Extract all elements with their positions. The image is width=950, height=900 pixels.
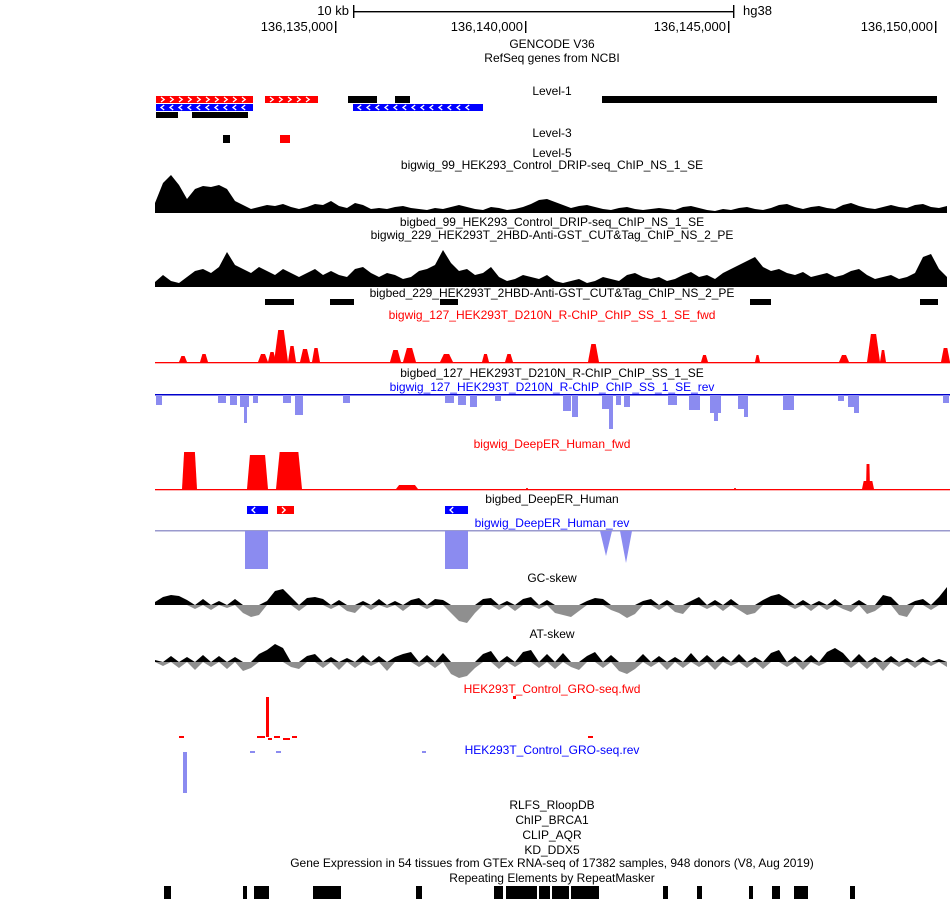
- track-label-rchip-fwd[interactable]: bigwig_127_HEK293T_D210N_R-ChIP_ChIP_SS_1_SE_fwd: [388, 308, 716, 322]
- track-label-deeper-fwd[interactable]: bigwig_DeepER_Human_fwd: [473, 437, 631, 451]
- bed-box[interactable]: [571, 886, 599, 899]
- down-signal-bar[interactable]: [458, 395, 466, 405]
- bed-box[interactable]: [254, 886, 269, 899]
- signal-peak[interactable]: [839, 355, 849, 362]
- track-label-bigwig99[interactable]: bigwig_99_HEK293_Control_DRIP-seq_ChIP_NS_1_SE: [400, 158, 704, 172]
- down-signal-bar[interactable]: [253, 395, 258, 403]
- scale-bar-line: [353, 11, 733, 12]
- down-signal-bar[interactable]: [495, 395, 501, 401]
- down-signal-bar[interactable]: [470, 395, 477, 407]
- down-signal-bar[interactable]: [838, 395, 844, 401]
- track-label-gro-fwd[interactable]: HEK293T_Control_GRO-seq.fwd: [463, 682, 641, 696]
- track-label-deeper-rev[interactable]: bigwig_DeepER_Human_rev: [474, 516, 630, 530]
- track-label-gro-rev[interactable]: HEK293T_Control_GRO-seq.rev: [464, 743, 640, 757]
- bed-box[interactable]: [552, 886, 569, 899]
- down-signal-bar[interactable]: [218, 395, 226, 403]
- track-label-level3[interactable]: Level-3: [532, 126, 572, 140]
- signal-baseline: [155, 362, 950, 363]
- down-signal-bar[interactable]: [445, 395, 454, 403]
- signal-peak[interactable]: [867, 334, 880, 362]
- signal-peak[interactable]: [274, 330, 288, 362]
- down-signal-bar[interactable]: [445, 531, 468, 569]
- bed-box[interactable]: [850, 886, 855, 899]
- gene-item-box[interactable]: [602, 96, 937, 103]
- down-signal-bar[interactable]: [156, 395, 162, 405]
- bed-box[interactable]: [416, 886, 422, 899]
- track-label-clip-aqr[interactable]: CLIP_AQR: [522, 828, 582, 842]
- down-signal-bar[interactable]: [609, 395, 613, 429]
- signal-peak[interactable]: [179, 356, 187, 362]
- down-signal-bar[interactable]: [616, 395, 621, 405]
- signal-peak[interactable]: [880, 350, 886, 362]
- coordinate-label: 136,150,000: [860, 19, 933, 34]
- signal-baseline: [155, 489, 950, 490]
- signal-mark[interactable]: [183, 752, 187, 793]
- bed-box[interactable]: [539, 886, 550, 899]
- signal-peak[interactable]: [247, 455, 268, 489]
- signal-mark[interactable]: [268, 738, 272, 740]
- track-label-rchip-rev[interactable]: bigwig_127_HEK293T_D210N_R-ChIP_ChIP_SS_1_SE_rev: [389, 380, 715, 394]
- gene-item-box[interactable]: [223, 135, 230, 143]
- skew-negative-area[interactable]: [155, 605, 947, 623]
- bed-box[interactable]: [494, 886, 503, 899]
- gene-item-box[interactable]: [156, 112, 178, 118]
- signal-mark[interactable]: [276, 751, 281, 753]
- signal-baseline: [155, 394, 950, 396]
- signal-mark[interactable]: [588, 736, 593, 738]
- bed-box[interactable]: [164, 886, 171, 899]
- track-label-refseq-title[interactable]: RefSeq genes from NCBI: [484, 51, 620, 65]
- track-label-deeper-bed[interactable]: bigbed_DeepER_Human: [485, 492, 619, 506]
- signal-mark[interactable]: [422, 751, 426, 753]
- signal-peak[interactable]: [258, 354, 268, 362]
- down-signal-bar[interactable]: [744, 395, 748, 417]
- signal-peak[interactable]: [526, 488, 528, 489]
- track-label-repeatmasker[interactable]: Repeating Elements by RepeatMasker: [449, 871, 655, 885]
- track-label-level1[interactable]: Level-1: [532, 84, 572, 98]
- signal-peak[interactable]: [505, 354, 513, 362]
- bed-box[interactable]: [920, 299, 938, 305]
- bed-box[interactable]: [330, 299, 354, 305]
- scale-bar-left-tick: [353, 5, 354, 18]
- down-signal-bar[interactable]: [283, 395, 291, 403]
- skew-positive-area[interactable]: [155, 587, 947, 605]
- coordinate-tick: [525, 21, 526, 33]
- down-signal-bar[interactable]: [572, 395, 578, 417]
- signal-peak[interactable]: [300, 349, 310, 362]
- gene-item-box[interactable]: [445, 506, 468, 514]
- signal-peak[interactable]: [390, 350, 401, 362]
- wiggle-area[interactable]: [155, 250, 947, 287]
- down-signal-bar[interactable]: [624, 395, 630, 407]
- signal-peak[interactable]: [182, 452, 197, 489]
- track-label-gc-skew[interactable]: GC-skew: [527, 571, 577, 585]
- bed-box[interactable]: [750, 299, 771, 305]
- gene-item-box[interactable]: [192, 112, 248, 118]
- signal-mark[interactable]: [266, 697, 269, 737]
- assembly-label: hg38: [743, 3, 772, 18]
- signal-peak[interactable]: [276, 452, 302, 489]
- signal-peak[interactable]: [440, 354, 453, 362]
- coordinate-label: 136,145,000: [653, 19, 726, 34]
- track-label-bigwig229[interactable]: bigwig_229_HEK293T_2HBD-Anti-GST_CUT&Tag_ChIP_NS_2_PE: [370, 228, 734, 242]
- track-label-gtex[interactable]: Gene Expression in 54 tissues from GTEx RNA-seq of 17382 samples, 948 donors (V8, Aug 2019): [290, 856, 814, 870]
- signal-peak[interactable]: [941, 348, 950, 362]
- down-signal-bar[interactable]: [783, 395, 794, 410]
- track-label-gencode-title[interactable]: GENCODE V36: [509, 37, 595, 51]
- signal-peak[interactable]: [734, 488, 736, 489]
- bed-box[interactable]: [663, 886, 668, 899]
- coordinate-label: 136,135,000: [260, 19, 333, 34]
- down-signal-spike[interactable]: [600, 531, 612, 556]
- coordinate-tick: [935, 21, 936, 33]
- signal-peak[interactable]: [701, 355, 708, 362]
- bed-box[interactable]: [313, 886, 341, 899]
- signal-peak[interactable]: [866, 464, 870, 489]
- signal-peak[interactable]: [312, 348, 320, 362]
- signal-peak[interactable]: [288, 346, 296, 362]
- signal-peak[interactable]: [403, 348, 416, 362]
- bed-box[interactable]: [794, 886, 808, 899]
- signal-peak[interactable]: [396, 485, 418, 489]
- scale-bar-right-tick: [733, 5, 734, 18]
- track-label-chip-brca1[interactable]: ChIP_BRCA1: [515, 813, 589, 827]
- bed-box[interactable]: [265, 299, 294, 305]
- bed-box[interactable]: [506, 886, 537, 899]
- coordinate-label: 136,140,000: [450, 19, 523, 34]
- signal-mark[interactable]: [179, 736, 184, 738]
- gene-item-box[interactable]: [348, 96, 377, 103]
- track-label-at-skew[interactable]: AT-skew: [529, 627, 575, 641]
- signal-mark[interactable]: [250, 751, 255, 753]
- signal-peak[interactable]: [482, 354, 489, 362]
- signal-mark[interactable]: [257, 736, 265, 738]
- bed-box[interactable]: [697, 886, 702, 899]
- down-signal-bar[interactable]: [689, 395, 700, 410]
- down-signal-bar[interactable]: [943, 395, 949, 403]
- down-signal-bar[interactable]: [668, 395, 677, 405]
- down-signal-spike[interactable]: [620, 531, 632, 563]
- gene-item-box[interactable]: [395, 96, 410, 103]
- down-signal-bar[interactable]: [295, 395, 303, 415]
- down-signal-bar[interactable]: [244, 395, 247, 423]
- wiggle-area[interactable]: [155, 175, 947, 213]
- track-label-bigbed99[interactable]: bigbed_99_HEK293_Control_DRIP-seq_ChIP_NS_1_SE: [399, 215, 705, 229]
- down-signal-bar[interactable]: [343, 395, 350, 403]
- signal-peak[interactable]: [588, 344, 599, 362]
- down-signal-bar[interactable]: [245, 531, 268, 569]
- track-label-level5[interactable]: Level-5: [532, 146, 572, 160]
- bed-box[interactable]: [243, 886, 247, 899]
- signal-mark[interactable]: [283, 738, 290, 740]
- signal-baseline: [155, 530, 950, 532]
- down-signal-bar[interactable]: [230, 395, 237, 405]
- track-label-bigbed127[interactable]: bigbed_127_HEK293T_D210N_R-ChIP_ChIP_SS_1_SE: [400, 366, 704, 380]
- gene-item-box[interactable]: [280, 135, 290, 143]
- track-label-bigbed229[interactable]: bigbed_229_HEK293T_2HBD-Anti-GST_CUT&Tag_ChIP_NS_2_PE: [369, 286, 735, 300]
- gene-item-box[interactable]: [247, 506, 268, 514]
- bed-box[interactable]: [749, 886, 753, 899]
- gene-item-box[interactable]: [353, 104, 483, 111]
- bed-box[interactable]: [772, 886, 780, 899]
- signal-mark[interactable]: [513, 696, 516, 699]
- coordinate-tick: [728, 21, 729, 33]
- signal-mark[interactable]: [274, 736, 280, 738]
- coordinate-tick: [335, 21, 336, 33]
- down-signal-bar[interactable]: [854, 395, 859, 413]
- down-signal-bar[interactable]: [714, 395, 718, 421]
- down-signal-bar[interactable]: [563, 395, 571, 411]
- track-label-kd-ddx5[interactable]: KD_DDX5: [524, 843, 580, 857]
- scale-bar-label: 10 kb: [317, 3, 349, 18]
- skew-negative-area[interactable]: [155, 662, 947, 678]
- track-label-rlfs[interactable]: RLFS_RloopDB: [509, 798, 595, 812]
- signal-mark[interactable]: [292, 736, 297, 738]
- signal-peak[interactable]: [755, 355, 760, 362]
- skew-positive-area[interactable]: [155, 644, 947, 662]
- signal-peak[interactable]: [200, 354, 208, 362]
